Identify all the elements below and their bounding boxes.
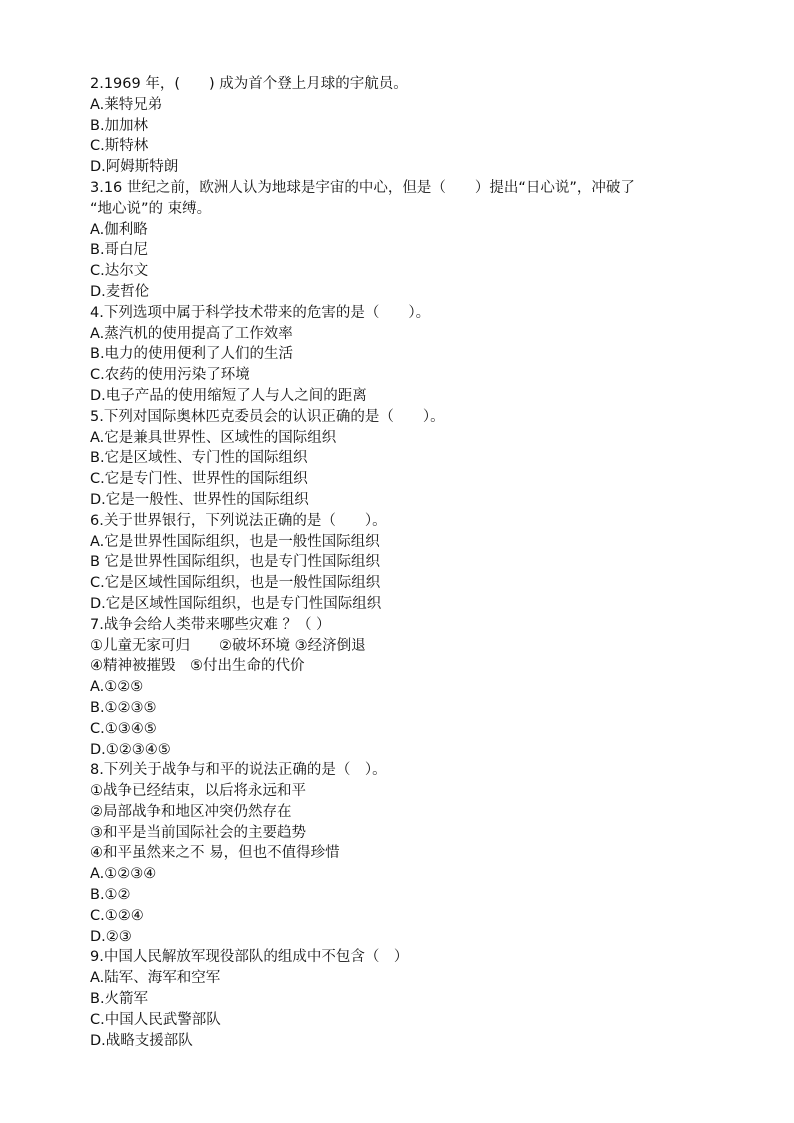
option-c: C.达尔文 — [90, 263, 149, 280]
option-a: A.莱特兄弟 — [90, 96, 163, 113]
question-9 — [90, 947, 730, 1051]
option-d: D.它是区域性国际组织，也是专门性国际组织 — [90, 595, 382, 612]
question-2 — [90, 74, 730, 178]
option-b: B.电力的使用便利了人们的生活 — [90, 346, 294, 363]
option-b: B.哥白尼 — [90, 242, 149, 259]
option-d: D.它是一般性、世界性的国际组织 — [90, 491, 309, 508]
option-b: B.加加林 — [90, 117, 149, 134]
option-d: D.②③ — [90, 928, 132, 945]
option-d: D.①②③④⑤ — [90, 741, 171, 758]
option-c: C.农药的使用污染了环境 — [90, 367, 250, 384]
statement-group-2: ④精神被摧毁 ⑤付出生命的代价 — [90, 658, 305, 675]
question-stem: 6.关于世界银行，下列说法正确的是（ ）。 — [90, 512, 387, 529]
question-stem: 2.1969 年，( ) 成为首个登上月球的宇航员。 — [90, 76, 408, 92]
question-stem: 7.战争会给人类带来哪些灾难 ？（ ） — [90, 616, 331, 633]
option-a: A.①②⑤ — [90, 679, 144, 696]
option-b: B.①②③⑤ — [90, 699, 157, 716]
question-7 — [90, 615, 730, 761]
option-d: D.战略支援部队 — [90, 1032, 193, 1049]
option-c: C.它是区域性国际组织，也是一般性国际组织 — [90, 575, 381, 592]
option-a: A.它是世界性国际组织，也是一般性国际组织 — [90, 533, 380, 550]
option-b: B.它是区域性、专门性的国际组织 — [90, 450, 308, 467]
statement-group-1: ①儿童无家可归 ②破坏环境 ③经济倒退 — [90, 637, 366, 654]
option-c: C.斯特林 — [90, 138, 149, 155]
question-stem: 8.下列关于战争与和平的说法正确的是（ ）。 — [90, 762, 387, 779]
exam-page — [90, 74, 730, 1051]
question-5 — [90, 407, 730, 511]
question-stem: 3.16 世纪之前，欧洲人认为地球是宇宙的中心，但是（ ）提出“日心说”，冲破了 — [90, 179, 635, 196]
question-stem: 5.下列对国际奥林匹克委员会的认识正确的是（ ）。 — [90, 408, 445, 425]
option-b: B 它是世界性国际组织，也是专门性国际组织 — [90, 554, 381, 571]
option-c: C.①②④ — [90, 907, 144, 924]
question-6 — [90, 511, 730, 615]
statement-1: ①战争已经结束，以后将永远和平 — [90, 783, 306, 800]
option-a: A.伽利略 — [90, 221, 148, 238]
question-8 — [90, 760, 730, 947]
question-3 — [90, 178, 730, 303]
statement-3: ③和平是当前国际社会的主要趋势 — [90, 824, 306, 841]
question-stem: 9.中国人民解放军现役部队的组成中不包含（ ） — [90, 949, 409, 966]
statement-2: ②局部战争和地区冲突仍然存在 — [90, 803, 292, 820]
question-stem: 4.下列选项中属于科学技术带来的危害的是（ ）。 — [90, 304, 431, 321]
option-b: B.①② — [90, 887, 131, 904]
option-a: A.①②③④ — [90, 866, 157, 883]
option-c: C.中国人民武警部队 — [90, 1011, 221, 1028]
option-a: A.陆军、海军和空军 — [90, 970, 221, 987]
statement-4: ④和平虽然来之不 易，但也不值得珍惜 — [90, 845, 340, 862]
option-b: B.火箭军 — [90, 991, 149, 1008]
option-a: A.蒸汽机的使用提高了工作效率 — [90, 325, 293, 342]
option-c: C.①③④⑤ — [90, 720, 157, 737]
option-c: C.它是专门性、世界性的国际组织 — [90, 471, 308, 488]
option-d: D.电子产品的使用缩短了人与人之间的距离 — [90, 387, 367, 404]
question-stem-continued: “地心说”的 束缚。 — [90, 200, 212, 217]
option-d: D.麦哲伦 — [90, 283, 150, 300]
question-4 — [90, 303, 730, 407]
option-a: A.它是兼具世界性、区域性的国际组织 — [90, 429, 337, 446]
option-d: D.阿姆斯特朗 — [90, 159, 179, 176]
